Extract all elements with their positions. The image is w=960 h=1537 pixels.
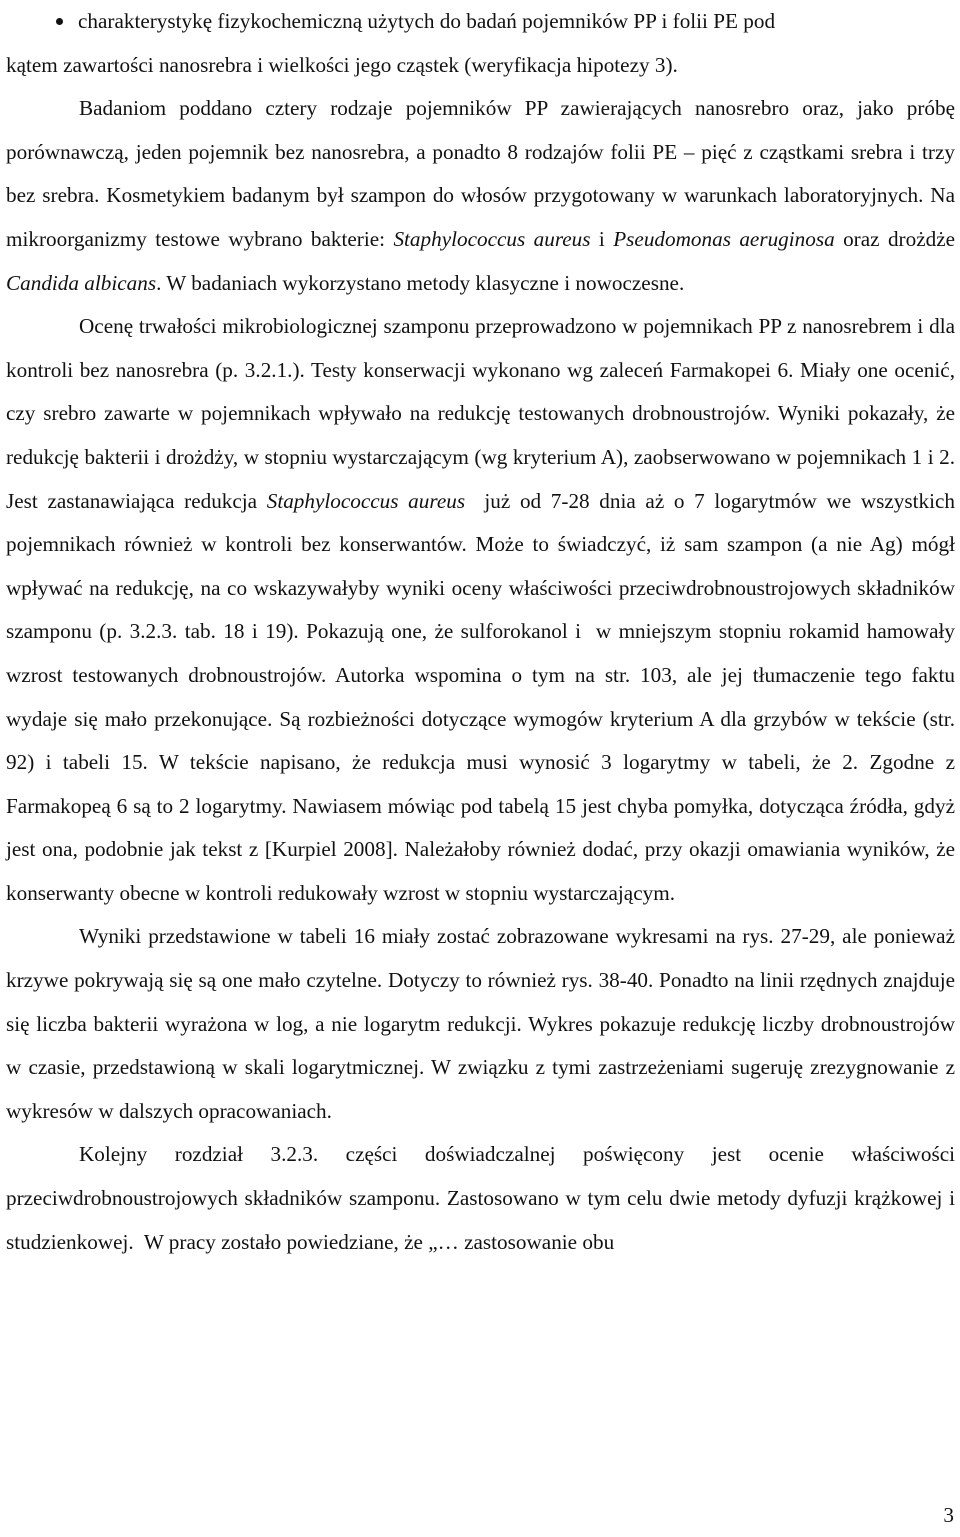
bullet-list-item (6, 0, 955, 87)
species-staphylococcus-2: Staphylococcus aureus (266, 488, 466, 513)
bullet-icon (56, 0, 78, 44)
species-pseudomonas: Pseudomonas aeruginosa (613, 226, 835, 251)
conjunction-yeast: oraz drożdże (834, 226, 956, 251)
species-staphylococcus: Staphylococcus aureus (393, 226, 591, 251)
document-body (6, 0, 960, 1264)
paragraph-samples (6, 87, 955, 305)
bullet-line-2: kątem zawartości nanosrebra i wielkości jego cząstek (weryfikacja hipotezy 3). (6, 52, 678, 77)
paragraph-microbiology (6, 305, 960, 915)
page-number: 3 (943, 1503, 954, 1527)
paragraph-microbiology-text-2: już od 7-28 dnia aż o 7 logarytmów we wszystkich pojemnikach również w kontroli bez konserwantów. Może to świadczyć, iż sam szampon (a nie Ag) mógł wpływać na redukcję, na co wskazywałyby wyniki oceny właściwości przeciwdrobnoustrojowych składników szamponu (p. 3.2.3. tab. 18 i 19). Pokazują one, że sulforokanol i w mniejszym stopniu rokamid hamowały wzrost testowanych drobnoustrojów. Autorka wspomina o tym na str. 103, ale jej tłumaczenie tego faktu wydaje się mało przekonujące. Są rozbieżności dotyczące wymogów kryterium A dla grzybów w tekście (str. 92) i tabeli 15. W tekście napisano, że redukcja musi wynosić 3 logarytmy w tabeli, że 2. Zgodne z Farmakopeą 6 są to 2 logarytmy. Nawiasem mówiąc pod tabelą 15 jest chyba pomyłka, dotycząca źródła, gdyż jest ona, podobnie jak tekst z [Kurpiel 2008]. Należałoby również dodać, przy okazji omawiania wyników, że konserwanty obecne w kontroli redukowały wzrost w stopniu wystarczającym. (6, 488, 960, 905)
species-candida: Candida albicans (6, 270, 157, 295)
conjunction: i (590, 226, 614, 251)
paragraph-samples-text-1: Badaniom poddano cztery rodzaje pojemników PP zawierających nanosrebro oraz, jako próbę porównawczą, jeden pojemnik bez nanosrebra, a ponadto 8 rodzajów folii PE – pięć z cząstkami srebra i trzy bez srebra. Kosmetykiem badanym był szampon do włosów przygotowany w warunkach laboratoryjnych. Na mikroorganizmy testowe wybrano bakterie: (6, 96, 955, 251)
paragraph-microbiology-text-1: Ocenę trwałości mikrobiologicznej szamponu przeprowadzono w pojemnikach PP z nanosrebrem i dla kontroli bez nanosrebra (p. 3.2.1.). Testy konserwacji wykonano wg zaleceń Farmakopei 6. Miały one ocenić, czy srebro zawarte w pojemnikach wpływało na redukcję testowanych drobnoustrojów. Wyniki pokazały, że redukcję bakterii i drożdży, w stopniu wystarczającym (wg kryterium A), zaobserwowano w pojemnikach 1 i 2. Jest zastanawiająca redukcja (6, 314, 955, 513)
bullet-line-1: charakterystykę fizykochemiczną użytych do badań pojemników PP i folii PE pod (78, 9, 776, 33)
paragraph-samples-text-2: . W badaniach wykorzystano metody klasyczne i nowoczesne. (156, 270, 685, 295)
paragraph-next-chapter: Kolejny rozdział 3.2.3. części doświadczalnej poświęcony jest ocenie właściwości przeciwdrobnoustrojowych składników szamponu. Zastosowano w tym celu dwie metody dyfuzji krążkowej i studzienkowej. W pracy zostało powiedziane, że „… zastosowanie obu (6, 1142, 960, 1254)
paragraph-charts: Wyniki przedstawione w tabeli 16 miały zostać zobrazowane wykresami na rys. 27-29, ale ponieważ krzywe pokrywają się są one mało czytelne. Dotyczy to również rys. 38-40. Ponadto na linii rzędnych znajduje się liczba bakterii wyrażona w log, a nie logarytm redukcji. Wykres pokazuje redukcję liczby drobnoustrojów w czasie, przedstawioną w skali logarytmicznej. W związku z tymi zastrzeżeniami sugeruję zrezygnowanie z wykresów w dalszych opracowaniach. (6, 924, 955, 1123)
